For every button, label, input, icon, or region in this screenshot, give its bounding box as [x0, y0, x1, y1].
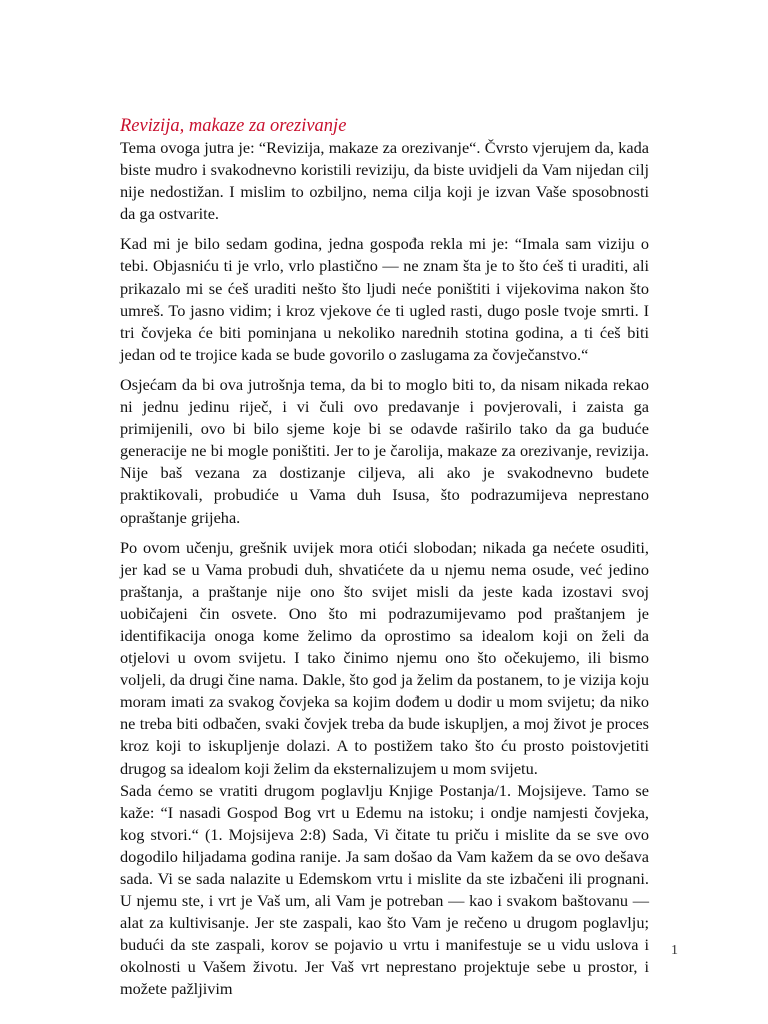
document-body: [120, 115, 649, 1009]
paragraph-1: Tema ovoga jutra je: “Revizija, makaze za orezivanje“. Čvrsto vjerujem da, kada biste mudro i svakodnevno koristili reviziju, da biste uvidjeli da Vam nijedan cilj nije nedostižan. I mislim to ozbiljno, nema cilja koji je izvan Vaše sposobnosti da ga ostvarite.: [120, 138, 649, 224]
page-number: 1: [671, 943, 678, 958]
paragraph-5: Sada ćemo se vratiti drugom poglavlju Knjige Postanja/1. Mojsijeve. Tamo se kaže: “I nasadi Gospod Bog vrt u Edemu na istoku; i ondje namjesti čovjeka, kog stvori.“ (1. Mojsijeva 2:8) Sada, Vi čitate tu priču i mislite da se sve ovo dogodilo hiljadama godina ranije. Ja sam došao da Vam kažem da se ovo dešava sada. Vi se sada nalazite u Edemskom vrtu i mislite da ste izbačeni ili prognani. U njemu ste, i vrt je Vaš um, ali Vam je potreban — kao i svakom baštovanu — alat za kultivisanje. Jer ste zaspali, kao što Vam je rečeno u drugom poglavlju; budući da ste zaspali, korov se pojavio u vrtu i manifestuje se u vidu uslova i okolnosti u Vašem životu. Jer Vaš vrt neprestano projektuje sebe u prostor, i možete pažljivim: [120, 780, 649, 999]
paragraph-2: Kad mi je bilo sedam godina, jedna gospođa rekla mi je: “Imala sam viziju o tebi. Objasniću ti je vrlo, vrlo plastično — ne znam šta je to što ćeš ti uraditi, ali prikazalo mi se ćeš uraditi nešto što ljudi neće poništiti i vijekovima nakon što umreš. To jasno vidim; i kroz vjekove će ti ugled rasti, dugo posle tvoje smrti. I tri čovjeka će biti pominjana u nekoliko narednih stotina godina, a ti ćeš biti jedan od te trojice kada se bude govorilo o zaslugama za čovječanstvo.“: [120, 234, 649, 364]
document-title: Revizija, makaze za orezivanje: [120, 116, 347, 136]
paragraph-3: Osjećam da bi ova jutrošnja tema, da bi to moglo biti to, da nisam nikada rekao ni jednu jedinu riječ, i vi čuli ovo predavanje i povjerovali, i zaista ga primijenili, ovo bi bilo sjeme koje bi se odavde raširilo tako da ga buduće generacije ne bi mogle poništiti. Jer to je čarolija, makaze za orezivanje, revizija. Nije baš vezana za dostizanje ciljeva, ali ako je svakodnevno budete praktikovali, probudiće u Vama duh Isusa, što podrazumijeva neprestano opraštanje grijeha.: [120, 374, 649, 527]
paragraph-4: Po ovom učenju, grešnik uvijek mora otići slobodan; nikada ga nećete osuditi, jer kad se u Vama probudi duh, shvatićete da u njemu nema osude, već jedino praštanja, a praštanje nije ono što svijet misli da jeste kada izostavi svoj uobičajeni čin osvete. Ono što mi podrazumijevamo pod praštanjem je identifikacija onoga kome želimo da oprostimo sa idealom koji on želi da otjelovi u ovom svijetu. I tako činimo njemu ono što očekujemo, ili bismo voljeli, da drugi čine nama. Dakle, što god ja želim da postanem, to je vizija koju moram imati za svakog čovjeka sa kojim dođem u dodir u mom svijetu; da niko ne treba biti odbačen, svaki čovjek treba da bude iskupljen, a moj život je proces kroz koji to iskupljenje dolazi. A to postižem tako što ću prosto poistovjetiti drugog sa idealom koji želim da eksternalizujem u mom svijetu.: [120, 537, 649, 778]
